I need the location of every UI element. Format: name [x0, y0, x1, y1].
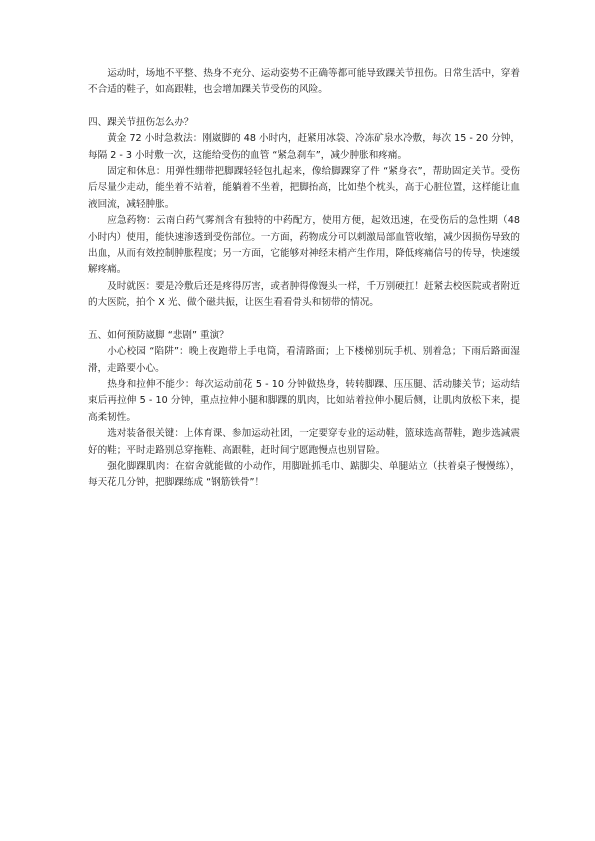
section-4-heading: 四、踝关节扭伤怎么办？: [88, 116, 194, 128]
document-page: [88, 66, 520, 492]
section-5-heading: 五、如何预防崴脚 “悲剧” 重演？: [88, 329, 229, 341]
section-4-paragraph-2: 固定和休息：用弹性绷带把脚踝轻轻包扎起来，像给脚踝穿了件 “紧身衣”，帮助固定关节。受伤后尽量少走动，能坐着不站着，能躺着不坐着，把脚抬高，比如垫个枕头，高于心脏位置，这样能让血液回流，减轻肿胀。: [88, 166, 520, 210]
section-4-paragraph-4: 及时就医：要是冷敷后还是疼得厉害，或者肿得像馒头一样，千万别硬扛！赶紧去校医院或者附近的大医院，拍个 X 光、做个磁共振，让医生看看骨头和韧带的情况。: [88, 280, 520, 309]
section-gap: [88, 99, 520, 115]
section-5-paragraph-3: 选对装备很关键：上体育课、参加运动社团，一定要穿专业的运动鞋，篮球选高帮鞋，跑步选减震好的鞋；平时走路别总穿拖鞋、高跟鞋，赶时间宁愿跑慢点也别冒险。: [88, 428, 520, 456]
section-4-paragraph-1: 黄金 72 小时急救法：刚崴脚的 48 小时内，赶紧用冰袋、冷冻矿泉水冷敷，每次 15 - 20 分钟，每隔 2 - 3 小时敷一次，这能给受伤的血管 “紧急刹车”，减少肿胀和疼痛。: [88, 133, 520, 161]
section-4-paragraph-3: 应急药物：云南白药气雾剂含有独特的中药配方，使用方便，起效迅速，在受伤后的急性期（48 小时内）使用，能快速渗透到受伤部位。一方面，药物成分可以刺激局部血管收缩，减少因损伤导致的出血，从而有效控制肿胀程度；另一方面，它能够对神经末梢产生作用，降低疼痛信号的传导，快速缓解疼痛。: [88, 215, 520, 276]
intro-paragraph: 运动时，场地不平整、热身不充分、运动姿势不正确等都可能导致踝关节扭伤。日常生活中，穿着不合适的鞋子，如高跟鞋，也会增加踝关节受伤的风险。: [88, 68, 520, 96]
section-gap: [88, 312, 520, 328]
section-5-paragraph-2: 热身和拉伸不能少：每次运动前花 5 - 10 分钟做热身，转转脚踝、压压腿、活动膝关节；运动结束后再拉伸 5 - 10 分钟，重点拉伸小腿和脚踝的肌肉，比如站着拉伸小腿后侧，让肌肉放松下来，提高柔韧性。: [88, 378, 520, 423]
section-5-paragraph-4: 强化脚踝肌肉：在宿舍就能做的小动作，用脚趾抓毛巾、踮脚尖、单腿站立（扶着桌子慢慢练），每天花几分钟，把脚踝练成 “钢筋铁骨”！: [88, 460, 520, 489]
section-5-paragraph-1: 小心校园 “陷阱”：晚上夜跑带上手电筒，看清路面；上下楼梯别玩手机、别着急；下雨后路面湿滑，走路要小心。: [88, 346, 520, 374]
